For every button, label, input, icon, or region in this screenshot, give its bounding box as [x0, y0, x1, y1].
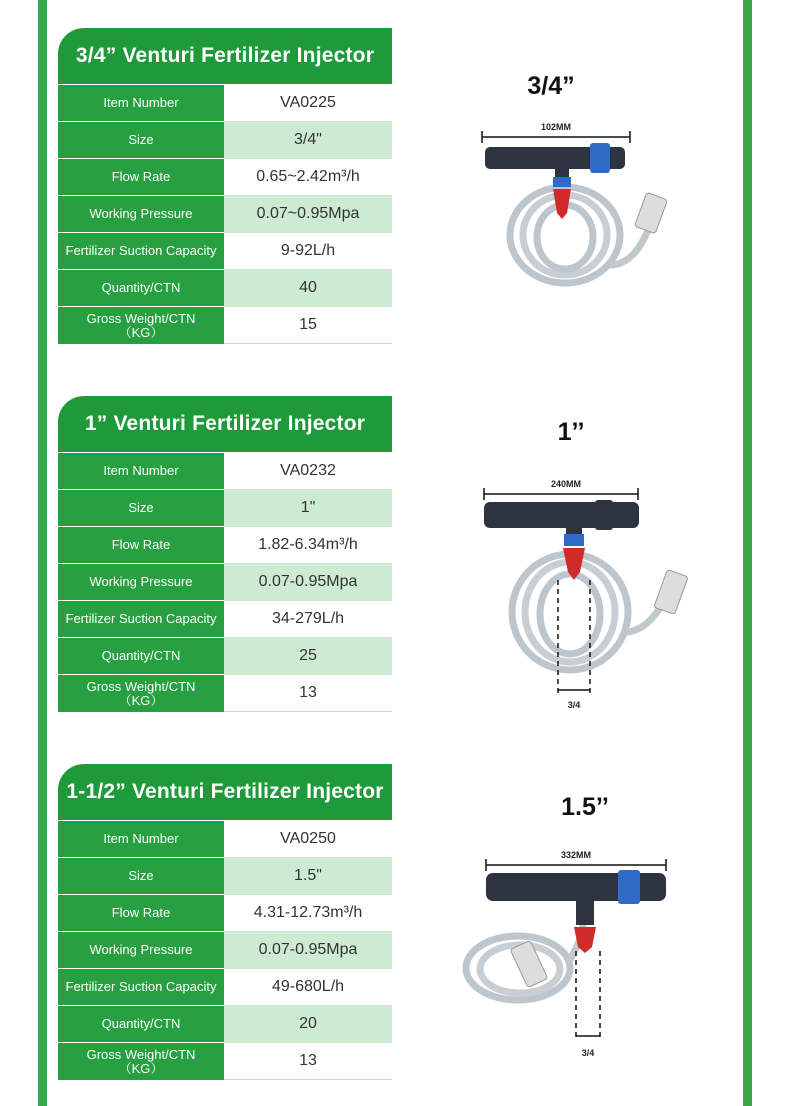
spec-row: [58, 159, 392, 196]
spec-label: Quantity/CTN: [58, 1006, 224, 1043]
spec-value: 1.82-6.34m³/h: [224, 527, 392, 564]
spec-row: [58, 564, 392, 601]
spec-value: 1": [224, 490, 392, 527]
spec-label: Item Number: [58, 821, 224, 858]
spec-value: 4.31-12.73m³/h: [224, 895, 392, 932]
spec-value: 9-92L/h: [224, 233, 392, 270]
product-title: 1” Venturi Fertilizer Injector: [58, 396, 392, 452]
product-title: 1-1/2” Venturi Fertilizer Injector: [58, 764, 392, 820]
spec-table: [58, 453, 392, 712]
spec-value: 49-680L/h: [224, 969, 392, 1006]
spec-row: [58, 307, 392, 344]
spec-value: VA0225: [224, 85, 392, 122]
spec-label: Gross Weight/CTN （KG）: [58, 1043, 224, 1080]
size-heading: 1.5’’: [561, 793, 609, 821]
spec-label: Fertilizer Suction Capacity: [58, 233, 224, 270]
spec-row: [58, 675, 392, 712]
spec-label: Working Pressure: [58, 564, 224, 601]
injector-illustration: [460, 115, 700, 315]
dimension-label: 240MM: [550, 479, 582, 489]
spec-label: Gross Weight/CTN （KG）: [58, 675, 224, 712]
product-section-3-4: [58, 28, 392, 344]
spec-label: Flow Rate: [58, 895, 224, 932]
spec-table: [58, 821, 392, 1080]
injector-illustration: [458, 843, 698, 1068]
spec-value: VA0250: [224, 821, 392, 858]
spec-value: 25: [224, 638, 392, 675]
left-border-stripe: [38, 0, 47, 1106]
spec-label: Gross Weight/CTN （KG）: [58, 307, 224, 344]
spec-row: [58, 601, 392, 638]
size-heading: 3/4”: [527, 72, 575, 100]
product-section-1: [58, 396, 392, 712]
spec-table: [58, 85, 392, 344]
spec-row: [58, 233, 392, 270]
spec-label: Size: [58, 858, 224, 895]
spec-row: [58, 1043, 392, 1080]
right-border-stripe: [743, 0, 752, 1106]
spec-row: [58, 969, 392, 1006]
spec-value: 0.07-0.95Mpa: [224, 932, 392, 969]
spec-row: [58, 196, 392, 233]
spec-row: [58, 490, 392, 527]
size-heading: 1’’: [557, 418, 585, 446]
spec-row: [58, 1006, 392, 1043]
spec-value: 0.65~2.42m³/h: [224, 159, 392, 196]
spec-value: 34-279L/h: [224, 601, 392, 638]
spec-row: [58, 638, 392, 675]
spec-row: [58, 858, 392, 895]
outlet-size-label: 3/4: [567, 700, 581, 710]
spec-label: Size: [58, 122, 224, 159]
spec-value: 15: [224, 307, 392, 344]
spec-label: Item Number: [58, 453, 224, 490]
spec-label: Flow Rate: [58, 159, 224, 196]
product-title: 3/4” Venturi Fertilizer Injector: [58, 28, 392, 84]
spec-row: [58, 821, 392, 858]
spec-value: 13: [224, 1043, 392, 1080]
spec-label: Item Number: [58, 85, 224, 122]
spec-row: [58, 122, 392, 159]
spec-value: 20: [224, 1006, 392, 1043]
spec-label: Fertilizer Suction Capacity: [58, 969, 224, 1006]
spec-row: [58, 527, 392, 564]
spec-label: Working Pressure: [58, 932, 224, 969]
spec-value: 3/4": [224, 122, 392, 159]
spec-value: VA0232: [224, 453, 392, 490]
spec-row: [58, 85, 392, 122]
spec-label: Fertilizer Suction Capacity: [58, 601, 224, 638]
spec-value: 40: [224, 270, 392, 307]
spec-label: Quantity/CTN: [58, 270, 224, 307]
spec-value: 0.07~0.95Mpa: [224, 196, 392, 233]
spec-label: Working Pressure: [58, 196, 224, 233]
outlet-size-label: 3/4: [581, 1048, 595, 1058]
spec-row: [58, 453, 392, 490]
spec-row: [58, 270, 392, 307]
spec-value: 13: [224, 675, 392, 712]
dimension-label: 102MM: [540, 122, 572, 132]
injector-illustration: [470, 472, 710, 717]
spec-label: Size: [58, 490, 224, 527]
product-section-1-5: [58, 764, 392, 1080]
spec-row: [58, 932, 392, 969]
spec-label: Quantity/CTN: [58, 638, 224, 675]
spec-value: 0.07-0.95Mpa: [224, 564, 392, 601]
spec-value: 1.5": [224, 858, 392, 895]
spec-row: [58, 895, 392, 932]
spec-label: Flow Rate: [58, 527, 224, 564]
dimension-label: 332MM: [560, 850, 592, 860]
